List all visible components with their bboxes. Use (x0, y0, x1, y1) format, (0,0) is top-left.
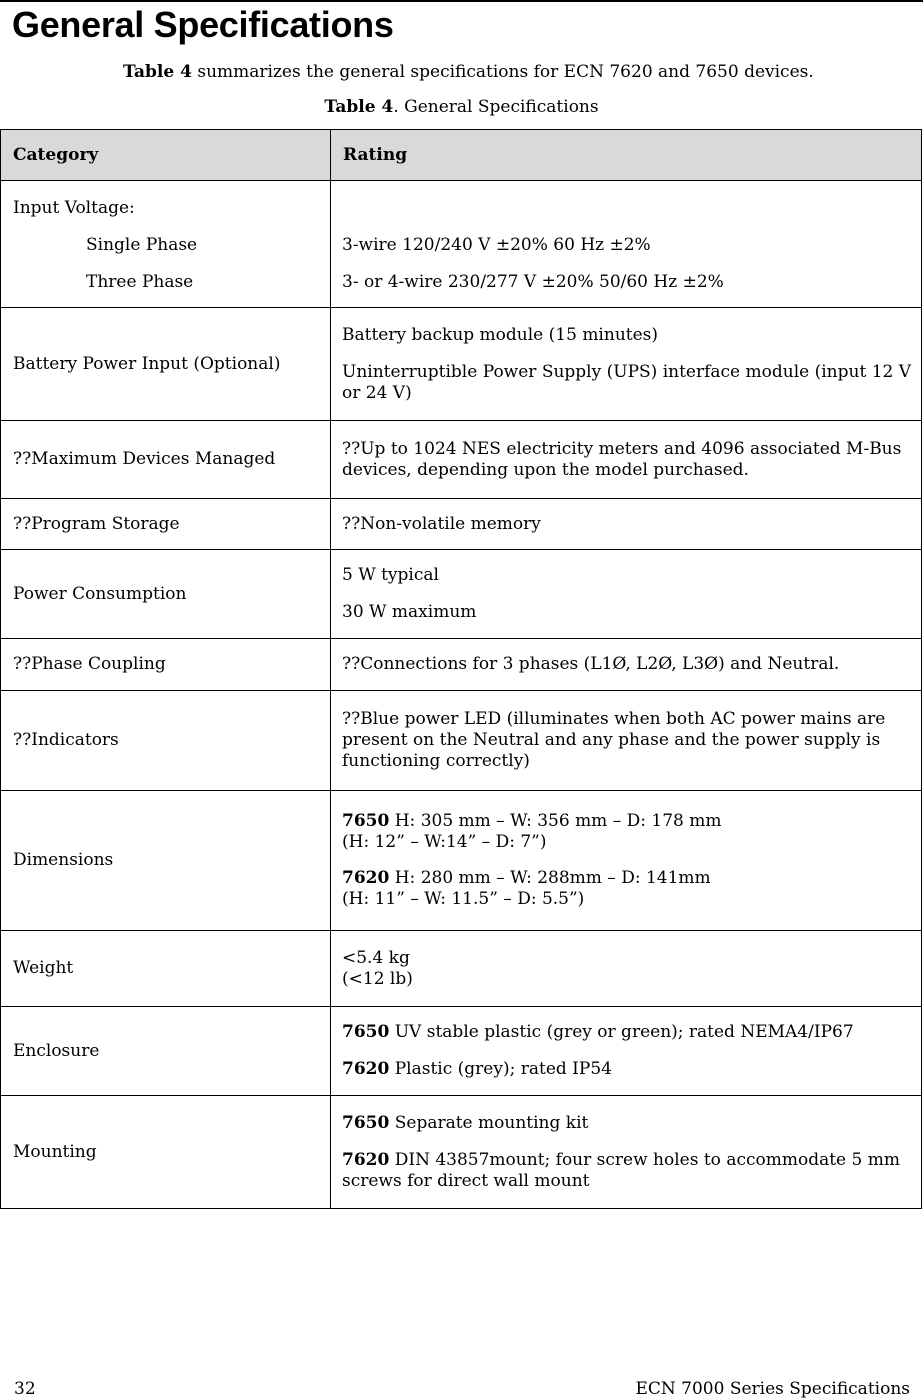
header-category: Category (1, 130, 331, 181)
category-cell: ??Phase Coupling (1, 639, 331, 691)
rating-value (342, 1150, 913, 1192)
rating-value (342, 811, 913, 832)
enclosure-text: Plastic (grey); rated IP54 (389, 1059, 612, 1079)
dimension-metric: H: 280 mm – W: 288mm – D: 141mm (389, 868, 711, 888)
table-reference: Table 4 (123, 62, 192, 82)
page-number: 32 (14, 1379, 36, 1399)
section-heading: General Specifications (12, 4, 394, 45)
rating-value (342, 1022, 913, 1043)
rating-cell (331, 1096, 922, 1209)
rating-cell (331, 791, 922, 931)
rating-cell: ??Non-volatile memory (331, 499, 922, 550)
rating-value: 30 W maximum (342, 602, 477, 622)
category-sub-label: Three Phase (86, 272, 194, 292)
rating-cell (331, 181, 922, 308)
model-number: 7650 (342, 811, 390, 831)
table-row (1, 1096, 922, 1209)
table-row (1, 639, 922, 691)
rating-cell (331, 550, 922, 639)
rating-value: <5.4 kg (342, 947, 410, 968)
rating-cell: ??Up to 1024 NES electricity meters and 4096 associated M-Bus devices, depending upon the model purchased. (331, 421, 922, 499)
category-cell: ??Program Storage (1, 499, 331, 550)
header-rating: Rating (331, 130, 922, 181)
table-row (1, 791, 922, 931)
rating-value (342, 868, 913, 889)
dimension-imperial: (H: 11” – W: 11.5” – D: 5.5”) (342, 889, 585, 909)
category-cell: Mounting (1, 1096, 331, 1209)
table-row (1, 1007, 922, 1096)
rating-cell (331, 1007, 922, 1096)
table-row (1, 308, 922, 421)
caption-text: . General Specifications (393, 97, 599, 117)
model-number: 7650 (342, 1112, 390, 1133)
specifications-table (0, 129, 922, 1209)
rating-value: 3-wire 120/240 V ±20% 60 Hz ±2% (342, 235, 651, 255)
rating-value (342, 1113, 913, 1134)
model-number: 7650 (342, 1022, 390, 1042)
table-caption (0, 95, 923, 119)
table-row (1, 181, 922, 308)
caption-reference: Table 4 (324, 97, 394, 117)
model-number: 7620 (342, 1059, 390, 1079)
table-row (1, 499, 922, 550)
table-row (1, 550, 922, 639)
intro-text: summarizes the general specifications for ECN 7620 and 7650 devices. (191, 62, 814, 82)
mounting-text: Separate mounting kit (389, 1112, 589, 1133)
category-sub-label: Single Phase (86, 235, 198, 255)
model-number: 7620 (342, 868, 390, 888)
category-cell: Weight (1, 931, 331, 1007)
category-cell: ??Indicators (1, 691, 331, 791)
rating-cell (331, 931, 922, 1007)
table-row (1, 931, 922, 1007)
rating-value: (<12 lb) (342, 968, 413, 989)
category-label: Input Voltage: (13, 198, 135, 218)
model-number: 7620 (342, 1149, 390, 1170)
rating-cell: ??Blue power LED (illuminates when both AC power mains are present on the Neutral and any phase and the power supply is functioning correctly) (331, 691, 922, 791)
dimension-metric: H: 305 mm – W: 356 mm – D: 178 mm (389, 811, 722, 831)
rating-cell: ??Connections for 3 phases (L1Ø, L2Ø, L3Ø) and Neutral. (331, 639, 922, 691)
rating-value: 5 W typical (342, 565, 439, 585)
table-row (1, 421, 922, 499)
rating-value: Uninterruptible Power Supply (UPS) interface module (input 12 V or 24 V) (342, 361, 912, 403)
footer-document-title: ECN 7000 Series Specifications (635, 1379, 910, 1399)
top-rule (0, 0, 923, 2)
rating-value: Battery backup module (15 minutes) (342, 324, 659, 345)
table-header-row (1, 130, 922, 181)
dimension-imperial: (H: 12” – W:14” – D: 7”) (342, 832, 547, 852)
category-cell: ??Maximum Devices Managed (1, 421, 331, 499)
mounting-text: DIN 43857mount; four screw holes to accommodate 5 mm screws for direct wall mount (342, 1149, 900, 1191)
category-cell: Battery Power Input (Optional) (1, 308, 331, 421)
rating-value (342, 1059, 913, 1080)
intro-paragraph (123, 60, 814, 84)
category-cell: Dimensions (1, 791, 331, 931)
category-cell: Enclosure (1, 1007, 331, 1096)
table-row (1, 691, 922, 791)
category-cell: Power Consumption (1, 550, 331, 639)
category-cell (1, 181, 331, 308)
rating-cell (331, 308, 922, 421)
rating-value: 3- or 4-wire 230/277 V ±20% 50/60 Hz ±2% (342, 272, 724, 292)
enclosure-text: UV stable plastic (grey or green); rated NEMA4/IP67 (389, 1022, 854, 1042)
